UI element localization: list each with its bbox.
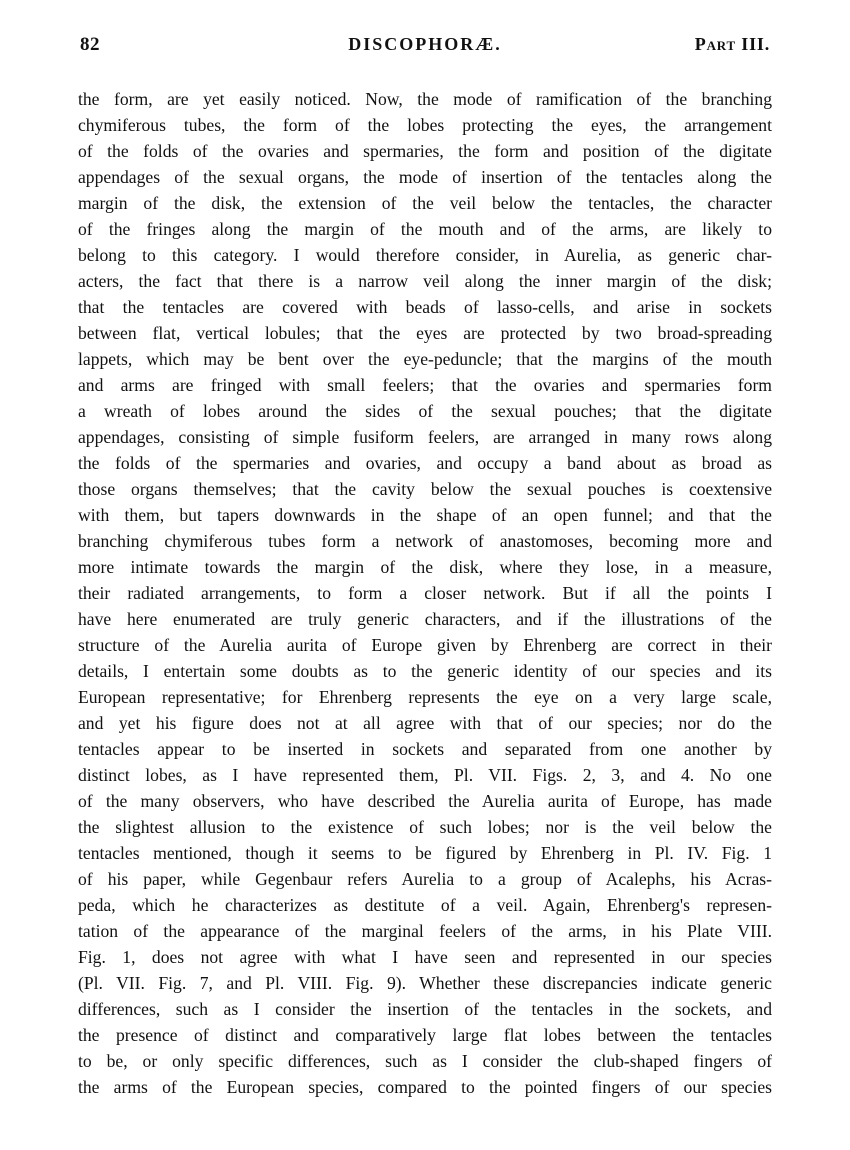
text-line: the folds of the spermaries and ovaries, and occupy a band about as broad as bbox=[78, 453, 772, 473]
text-line: structure of the Aurelia aurita of Europe given by Ehrenberg are correct in their bbox=[78, 635, 772, 655]
text-line: peda, which he characterizes as destitute of a veil. Again, Ehrenberg's represen- bbox=[78, 895, 772, 915]
text-line: with them, but tapers downwards in the shape of an open funnel; and that the bbox=[78, 505, 772, 525]
text-line: their radiated arrangements, to form a closer network. But if all the points I bbox=[78, 583, 772, 603]
text-line: branching chymiferous tubes form a network of anastomoses, becoming more and bbox=[78, 531, 772, 551]
text-line: European representative; for Ehrenberg represents the eye on a very large scale, bbox=[78, 687, 772, 707]
text-line: tation of the appearance of the marginal feelers of the arms, in his Plate VIII. bbox=[78, 921, 772, 941]
running-head bbox=[80, 34, 770, 64]
text-line: to be, or only specific differences, such as I consider the club-shaped fingers of bbox=[78, 1051, 772, 1071]
text-line: differences, such as I consider the insertion of the tentacles in the sockets, and bbox=[78, 999, 772, 1019]
text-line: those organs themselves; that the cavity below the sexual pouches is coextensive bbox=[78, 479, 772, 499]
page-number: 82 bbox=[80, 34, 100, 55]
text-line: distinct lobes, as I have represented them, Pl. VII. Figs. 2, 3, and 4. No one bbox=[78, 765, 772, 785]
text-line: the form, are yet easily noticed. Now, the mode of ramification of the branching bbox=[78, 89, 772, 109]
text-line: margin of the disk, the extension of the veil below the tentacles, the character bbox=[78, 193, 772, 213]
text-line: and arms are fringed with small feelers; that the ovaries and spermaries form bbox=[78, 375, 772, 395]
text-line: lappets, which may be bent over the eye-peduncle; that the margins of the mouth bbox=[78, 349, 772, 369]
running-title: DISCOPHORÆ. bbox=[348, 34, 502, 54]
body-text bbox=[78, 86, 772, 1100]
text-line: more intimate towards the margin of the disk, where they lose, in a measure, bbox=[78, 557, 772, 577]
text-line: of his paper, while Gegenbaur refers Aurelia to a group of Acalephs, his Acras- bbox=[78, 869, 772, 889]
text-line: (Pl. VII. Fig. 7, and Pl. VIII. Fig. 9). Whether these discrepancies indicate generic bbox=[78, 973, 772, 993]
text-line: Fig. 1, does not agree with what I have seen and represented in our species bbox=[78, 947, 772, 967]
text-line: of the folds of the ovaries and spermaries, the form and position of the digitate bbox=[78, 141, 772, 161]
text-line: and yet his figure does not at all agree with that of our species; nor do the bbox=[78, 713, 772, 733]
text-line: that the tentacles are covered with beads of lasso-cells, and arise in sockets bbox=[78, 297, 772, 317]
text-line: belong to this category. I would therefore consider, in Aurelia, as generic char- bbox=[78, 245, 772, 265]
text-line: the presence of distinct and comparatively large flat lobes between the tentacles bbox=[78, 1025, 772, 1045]
text-line: appendages of the sexual organs, the mode of insertion of the tentacles along the bbox=[78, 167, 772, 187]
text-line: details, I entertain some doubts as to the generic identity of our species and its bbox=[78, 661, 772, 681]
text-line: appendages, consisting of simple fusiform feelers, are arranged in many rows along bbox=[78, 427, 772, 447]
text-line: of the fringes along the margin of the mouth and of the arms, are likely to bbox=[78, 219, 772, 239]
text-line: the arms of the European species, compared to the pointed fingers of our species bbox=[78, 1077, 772, 1097]
text-line: of the many observers, who have described the Aurelia aurita of Europe, has made bbox=[78, 791, 772, 811]
text-line: a wreath of lobes around the sides of the sexual pouches; that the digitate bbox=[78, 401, 772, 421]
text-line: tentacles mentioned, though it seems to be figured by Ehrenberg in Pl. IV. Fig. 1 bbox=[78, 843, 772, 863]
text-line: acters, the fact that there is a narrow veil along the inner margin of the disk; bbox=[78, 271, 772, 291]
text-line: the slightest allusion to the existence of such lobes; nor is the veil below the bbox=[78, 817, 772, 837]
text-line: have here enumerated are truly generic characters, and if the illustrations of the bbox=[78, 609, 772, 629]
text-line: tentacles appear to be inserted in sockets and separated from one another by bbox=[78, 739, 772, 759]
text-line: chymiferous tubes, the form of the lobes protecting the eyes, the arrangement bbox=[78, 115, 772, 135]
text-line: between flat, vertical lobules; that the eyes are protected by two broad-spreading bbox=[78, 323, 772, 343]
part-label: Part III. bbox=[694, 34, 770, 54]
